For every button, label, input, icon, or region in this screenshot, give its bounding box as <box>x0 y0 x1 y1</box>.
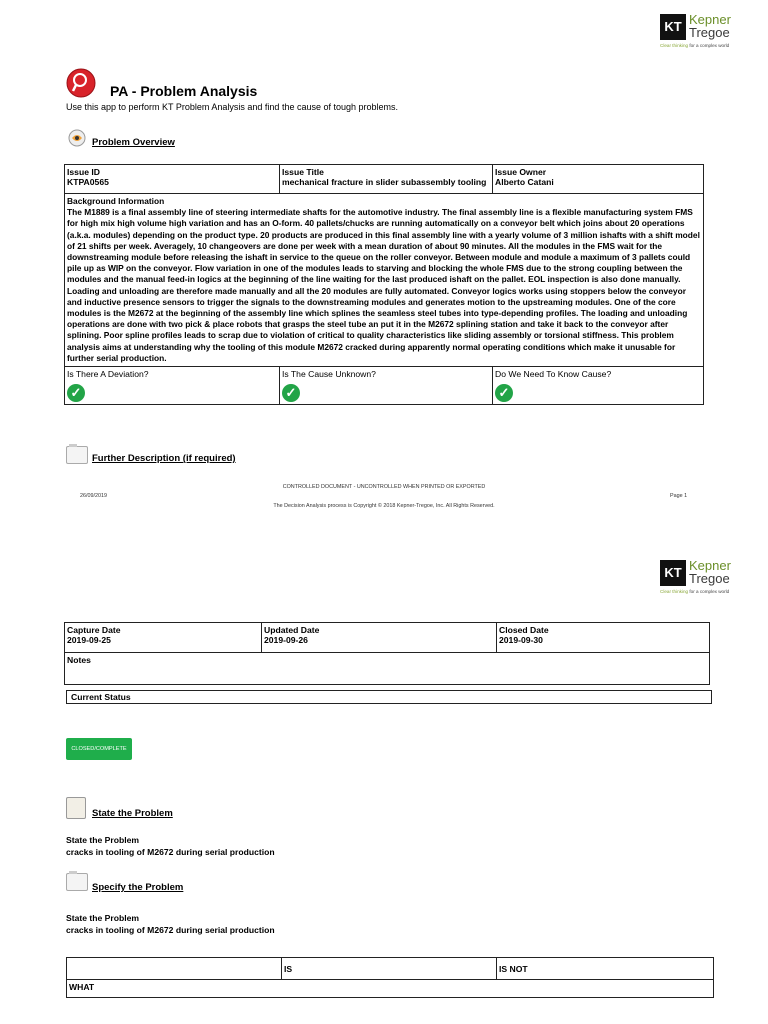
overview-table <box>64 164 704 405</box>
kt-mark: KT <box>660 560 686 586</box>
row-what: WHAT <box>67 980 714 998</box>
issue-title-label: Issue Title <box>282 167 324 177</box>
brand-name-2: Tregoe <box>689 25 730 40</box>
brand-name-2: Tregoe <box>689 571 730 586</box>
issue-owner-label: Issue Owner <box>495 167 547 177</box>
footer-copyright: The Decision Analysis process is Copyright © 2018 Kepner-Tregoe, Inc. All Rights Reserved. <box>273 503 495 509</box>
closed-date-value: 2019-09-30 <box>499 635 543 645</box>
issue-id-value: KTPA0565 <box>67 177 109 187</box>
overview-icon <box>68 129 86 147</box>
scroll-icon <box>66 797 86 819</box>
check-icon: ✓ <box>495 384 513 402</box>
closed-date-label: Closed Date <box>499 625 549 635</box>
is-isnot-table <box>66 957 714 998</box>
state-problem-heading[interactable]: State the Problem <box>92 808 173 819</box>
dates-table <box>64 622 710 685</box>
page-title: PA - Problem Analysis <box>110 83 258 99</box>
brand-tagline: Clear thinking for a complex world <box>660 43 730 48</box>
check-icon: ✓ <box>67 384 85 402</box>
brand-name-1: Kepner <box>689 12 731 27</box>
updated-date-value: 2019-09-26 <box>264 635 308 645</box>
intro-text: Use this app to perform KT Problem Analysis and find the cause of tough problems. <box>66 102 399 112</box>
issue-owner-value: Alberto Catani <box>495 177 554 187</box>
folder-icon <box>66 873 88 891</box>
current-status-field: Current Status <box>66 690 712 704</box>
status-badge: CLOSED/COMPLETE <box>66 738 132 760</box>
further-description-heading[interactable]: Further Description (if required) <box>92 453 236 464</box>
specify-problem-text: cracks in tooling of M2672 during serial production <box>66 925 275 935</box>
state-problem-label: State the Problem <box>66 835 140 845</box>
empty-header-cell <box>67 958 282 980</box>
updated-date-label: Updated Date <box>264 625 320 635</box>
specify-problem-label: State the Problem <box>66 913 140 923</box>
folder-icon <box>66 446 88 464</box>
brand-tagline: Clear thinking for a complex world <box>660 589 730 594</box>
specify-problem-heading[interactable]: Specify the Problem <box>92 882 184 893</box>
problem-overview-heading[interactable]: Problem Overview <box>92 137 175 148</box>
issue-title-value: mechanical fracture in slider subassembly tooling <box>282 177 487 187</box>
col-is: IS <box>282 958 497 980</box>
kt-logo-top <box>660 14 760 52</box>
kt-mark: KT <box>660 14 686 40</box>
state-problem-text: cracks in tooling of M2672 during serial production <box>66 847 275 857</box>
footer-page: Page 1 <box>670 493 688 499</box>
notes-label: Notes <box>67 655 91 665</box>
col-isnot: IS NOT <box>497 958 714 980</box>
question-deviation: Is There A Deviation? <box>67 369 149 380</box>
brand-name-1: Kepner <box>689 558 731 573</box>
footer-date: 26/09/2019 <box>80 493 107 499</box>
question-cause-unknown: Is The Cause Unknown? <box>282 369 376 380</box>
capture-date-value: 2019-09-25 <box>67 635 111 645</box>
question-need-cause: Do We Need To Know Cause? <box>495 369 612 380</box>
footer-controlled: CONTROLLED DOCUMENT - UNCONTROLLED WHEN PRINTED OR EXPORTED <box>282 484 486 490</box>
check-icon: ✓ <box>282 384 300 402</box>
red-magnifier-icon <box>66 68 96 98</box>
background-text: The M1889 is a final assembly line of steering intermediate shafts for the automotive industry. The final assembly line is a flexible manufacturing system FMS for high mix high volume high variation and has an O-form. 40 pallets/chucks are running automatically on a conveyor belt which joins about 20 operations (a.k.a. modules) depending on the product type. 20 products are produced in this final assembly line with a yearly volume of 3 million ishafts with a shift model of 21 shifts per week. Averagely, 10 changeovers are done per week with a mean duration of about 90 minutes. All the modules in the FMS wait for the downstreaming module before releasing the ishaft in service to the queue on the roller conveyor. Between module and module a maximum of 3 pallets could pile up as WIP on the conveyor. Flow variation in one of the modules leads to starving and blocking the whole FMS due to the strong coupling between the modules and the manual feed-in logics at the beginning of the line waiting for the last produced ishaft on the pallet. EOL inspection is also done manually. Loading and unloading are therefore made manually and all the 20 modules are fully automated. Conveyor logics works using stoppers below the conveyor and inductive presence sensors to trigger the signals to the downstreaming modules and generates motion to the upstreaming modules. One of the core modules is the M2672 at the beginning of the assembly line which splines the seamless steel tubes into type-depending profiles. The loading and unloading operations are done with two pick & place robots that grasps the steel tube an put it in the M2672 splining station and take it back to the conveyor after splining. Poor spline profiles leads to scrap due to violation of critical to quality characteristics like sliding assembly or torsional stiffness. This problem analysis aims at understanding why the tooling of this module M2672 cracked during apparently normal operating conditions which make it unusable for further serial production. <box>67 207 700 363</box>
issue-id-label: Issue ID <box>67 167 100 177</box>
kt-logo-page2 <box>660 560 760 598</box>
background-label: Background Information <box>67 196 165 206</box>
capture-date-label: Capture Date <box>67 625 121 635</box>
